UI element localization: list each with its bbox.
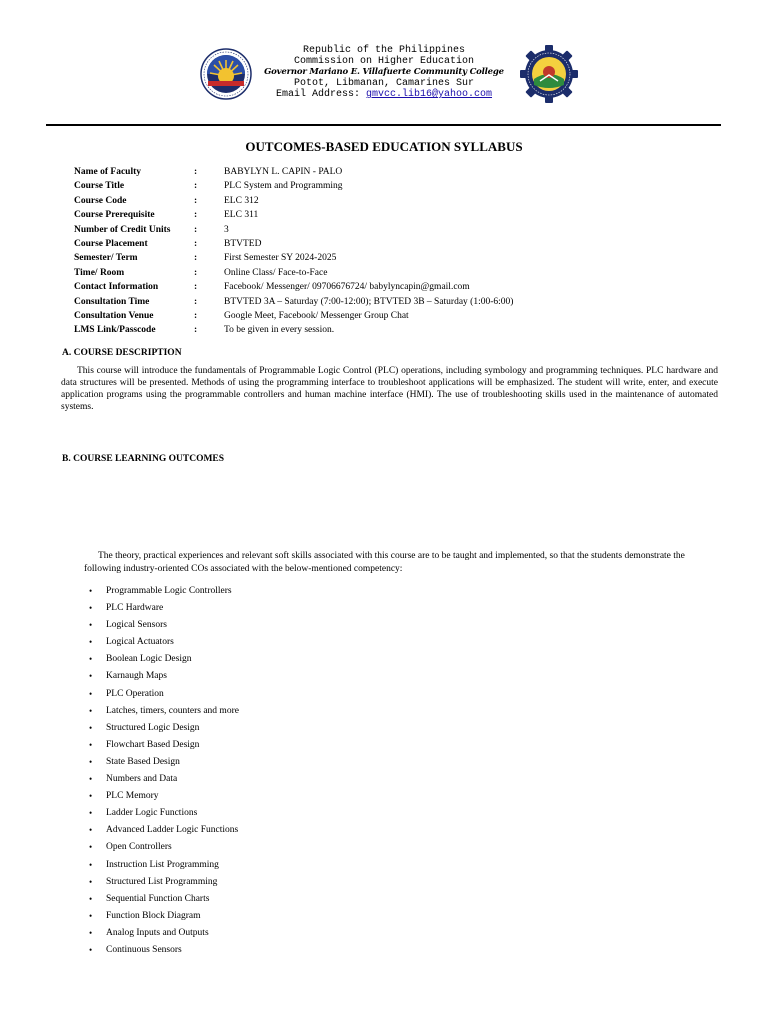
bullet-icon: • bbox=[89, 671, 93, 682]
list-item-text: Continuous Sensors bbox=[106, 944, 182, 955]
list-item bbox=[86, 686, 239, 703]
info-value: Google Meet, Facebook/ Messenger Group Chat bbox=[224, 310, 409, 321]
letterhead bbox=[0, 40, 768, 106]
college-name: Governor Mariano E. Villafuerte Community College bbox=[264, 67, 504, 77]
list-item-text: Boolean Logic Design bbox=[106, 654, 192, 665]
bullet-icon: • bbox=[89, 739, 93, 750]
bullet-icon: • bbox=[89, 620, 93, 631]
email-label: Email Address: bbox=[275, 89, 366, 100]
info-colon: : bbox=[194, 282, 198, 293]
list-item-text: Karnaugh Maps bbox=[106, 671, 167, 682]
info-colon: : bbox=[194, 195, 198, 206]
bullet-icon: • bbox=[89, 654, 93, 665]
header-divider bbox=[46, 124, 721, 126]
info-colon: : bbox=[194, 181, 198, 192]
address-line: Potot, Libmanan, Camarines Sur bbox=[293, 78, 475, 89]
list-item bbox=[86, 771, 239, 788]
info-label: Semester/ Term bbox=[74, 253, 138, 264]
info-value: Online Class/ Face-to-Face bbox=[224, 267, 328, 278]
info-colon: : bbox=[194, 253, 198, 264]
list-item bbox=[86, 720, 239, 737]
list-item-text: PLC Hardware bbox=[106, 603, 164, 614]
list-item bbox=[86, 634, 239, 651]
bullet-icon: • bbox=[89, 910, 93, 921]
email-line bbox=[256, 89, 512, 100]
list-item-text: Function Block Diagram bbox=[106, 910, 201, 921]
bullet-icon: • bbox=[89, 586, 93, 596]
list-item bbox=[86, 925, 239, 942]
list-item-text: Logical Sensors bbox=[106, 620, 167, 631]
list-item bbox=[86, 788, 239, 805]
list-item-text: Structured List Programming bbox=[106, 876, 218, 887]
bullet-icon: • bbox=[89, 859, 93, 870]
email-link[interactable]: gmvcc.lib16@yahoo.com bbox=[365, 89, 493, 100]
list-item-text: Programmable Logic Controllers bbox=[106, 586, 232, 596]
info-colon: : bbox=[194, 224, 198, 235]
info-colon: : bbox=[194, 167, 198, 177]
info-value: To be given in every session. bbox=[224, 325, 335, 336]
info-colon: : bbox=[194, 310, 198, 321]
course-description-heading: A. COURSE DESCRIPTION bbox=[62, 348, 182, 358]
bullet-icon: • bbox=[89, 944, 93, 955]
info-label: Course Placement bbox=[74, 238, 148, 249]
info-value: PLC System and Programming bbox=[224, 181, 343, 192]
list-item bbox=[86, 891, 239, 908]
bullet-icon: • bbox=[89, 603, 93, 614]
info-colon: : bbox=[194, 238, 198, 249]
bullet-icon: • bbox=[89, 756, 93, 767]
course-description-text: This course will introduce the fundamentals of Programmable Logic Control (PLC) operations, including symbology and programming techniques. PLC hardware and data structures will be presented. Methods of using the programming interface to troubleshoot applications will be emphasized. The student will write, enter, and execute application programs using the programmable controllers and human machine interface (HMI). The use of troubleshooting skills used in the maintenance of automated systems. bbox=[61, 366, 718, 412]
list-item bbox=[86, 754, 239, 771]
info-label: Time/ Room bbox=[74, 267, 125, 278]
info-label: Name of Faculty bbox=[74, 167, 142, 177]
info-colon: : bbox=[194, 325, 198, 336]
info-colon: : bbox=[194, 296, 198, 307]
info-label: Consultation Time bbox=[74, 296, 150, 307]
info-colon: : bbox=[194, 210, 198, 221]
info-label: Course Prerequisite bbox=[74, 210, 155, 221]
list-item-text: Advanced Ladder Logic Functions bbox=[106, 825, 239, 836]
list-item bbox=[86, 874, 239, 891]
competency-list bbox=[86, 583, 239, 959]
list-item bbox=[86, 668, 239, 685]
list-item bbox=[86, 857, 239, 874]
info-label: Course Code bbox=[74, 195, 127, 206]
list-item bbox=[86, 942, 239, 959]
info-colon: : bbox=[194, 267, 198, 278]
list-item bbox=[86, 839, 239, 856]
list-item-text: Numbers and Data bbox=[106, 774, 178, 785]
list-item bbox=[86, 651, 239, 668]
list-item bbox=[86, 822, 239, 839]
list-item bbox=[86, 908, 239, 925]
list-item-text: Structured Logic Design bbox=[106, 722, 200, 733]
list-item-text: Instruction List Programming bbox=[106, 859, 219, 870]
bullet-icon: • bbox=[89, 637, 93, 648]
bullet-icon: • bbox=[89, 705, 93, 716]
bullet-icon: • bbox=[89, 774, 93, 785]
learning-outcomes-intro: The theory, practical experiences and relevant soft skills associated with this course are to be taught and implemented, so that the students demonstrate the following industry-oriented COs associated with the below-mentioned competency: bbox=[84, 551, 685, 574]
info-label: LMS Link/Passcode bbox=[74, 325, 156, 336]
list-item-text: Ladder Logic Functions bbox=[106, 808, 198, 819]
republic-line: Republic of the Philippines bbox=[302, 45, 466, 56]
list-item-text: PLC Operation bbox=[106, 688, 164, 699]
info-value: BABYLYN L. CAPIN - PALO bbox=[224, 167, 343, 177]
info-label: Course Title bbox=[74, 181, 125, 192]
list-item-text: Flowchart Based Design bbox=[106, 739, 200, 750]
info-value: BTVTED 3A – Saturday (7:00-12:00); BTVTED 3B – Saturday (1:00-6:00) bbox=[224, 296, 514, 307]
bullet-icon: • bbox=[89, 722, 93, 733]
ched-seal-icon bbox=[200, 48, 252, 100]
info-label: Number of Credit Units bbox=[74, 224, 171, 235]
bullet-icon: • bbox=[89, 688, 93, 699]
list-item bbox=[86, 600, 239, 617]
page-title: OUTCOMES-BASED EDUCATION SYLLABUS bbox=[245, 139, 523, 154]
info-value: First Semester SY 2024-2025 bbox=[224, 253, 337, 264]
info-label: Contact Information bbox=[74, 282, 159, 293]
bullet-icon: • bbox=[89, 927, 93, 938]
commission-line: Commission on Higher Education bbox=[293, 56, 475, 67]
bullet-icon: • bbox=[89, 876, 93, 887]
info-value: BTVTED bbox=[224, 238, 262, 249]
bullet-icon: • bbox=[89, 842, 93, 853]
list-item bbox=[86, 617, 239, 634]
list-item bbox=[86, 703, 239, 720]
info-value: Facebook/ Messenger/ 09706676724/ babylyncapin@gmail.com bbox=[224, 282, 470, 293]
list-item-text: Sequential Function Charts bbox=[106, 893, 210, 904]
info-value: ELC 311 bbox=[224, 210, 259, 221]
list-item bbox=[86, 583, 239, 600]
info-value: 3 bbox=[224, 224, 229, 235]
list-item-text: Analog Inputs and Outputs bbox=[106, 927, 209, 938]
bullet-icon: • bbox=[89, 791, 93, 802]
bullet-icon: • bbox=[89, 825, 93, 836]
info-value: ELC 312 bbox=[224, 195, 259, 206]
list-item bbox=[86, 737, 239, 754]
letterhead-text bbox=[256, 45, 512, 100]
list-item-text: State Based Design bbox=[106, 756, 180, 767]
list-item-text: PLC Memory bbox=[106, 791, 159, 802]
list-item bbox=[86, 805, 239, 822]
bullet-icon: • bbox=[89, 893, 93, 904]
info-label: Consultation Venue bbox=[74, 310, 154, 321]
bullet-icon: • bbox=[89, 808, 93, 819]
learning-outcomes-heading: B. COURSE LEARNING OUTCOMES bbox=[62, 454, 225, 464]
list-item-text: Latches, timers, counters and more bbox=[106, 705, 239, 716]
list-item-text: Logical Actuators bbox=[106, 637, 174, 648]
list-item-text: Open Controllers bbox=[106, 842, 172, 853]
college-seal-icon bbox=[520, 45, 578, 103]
